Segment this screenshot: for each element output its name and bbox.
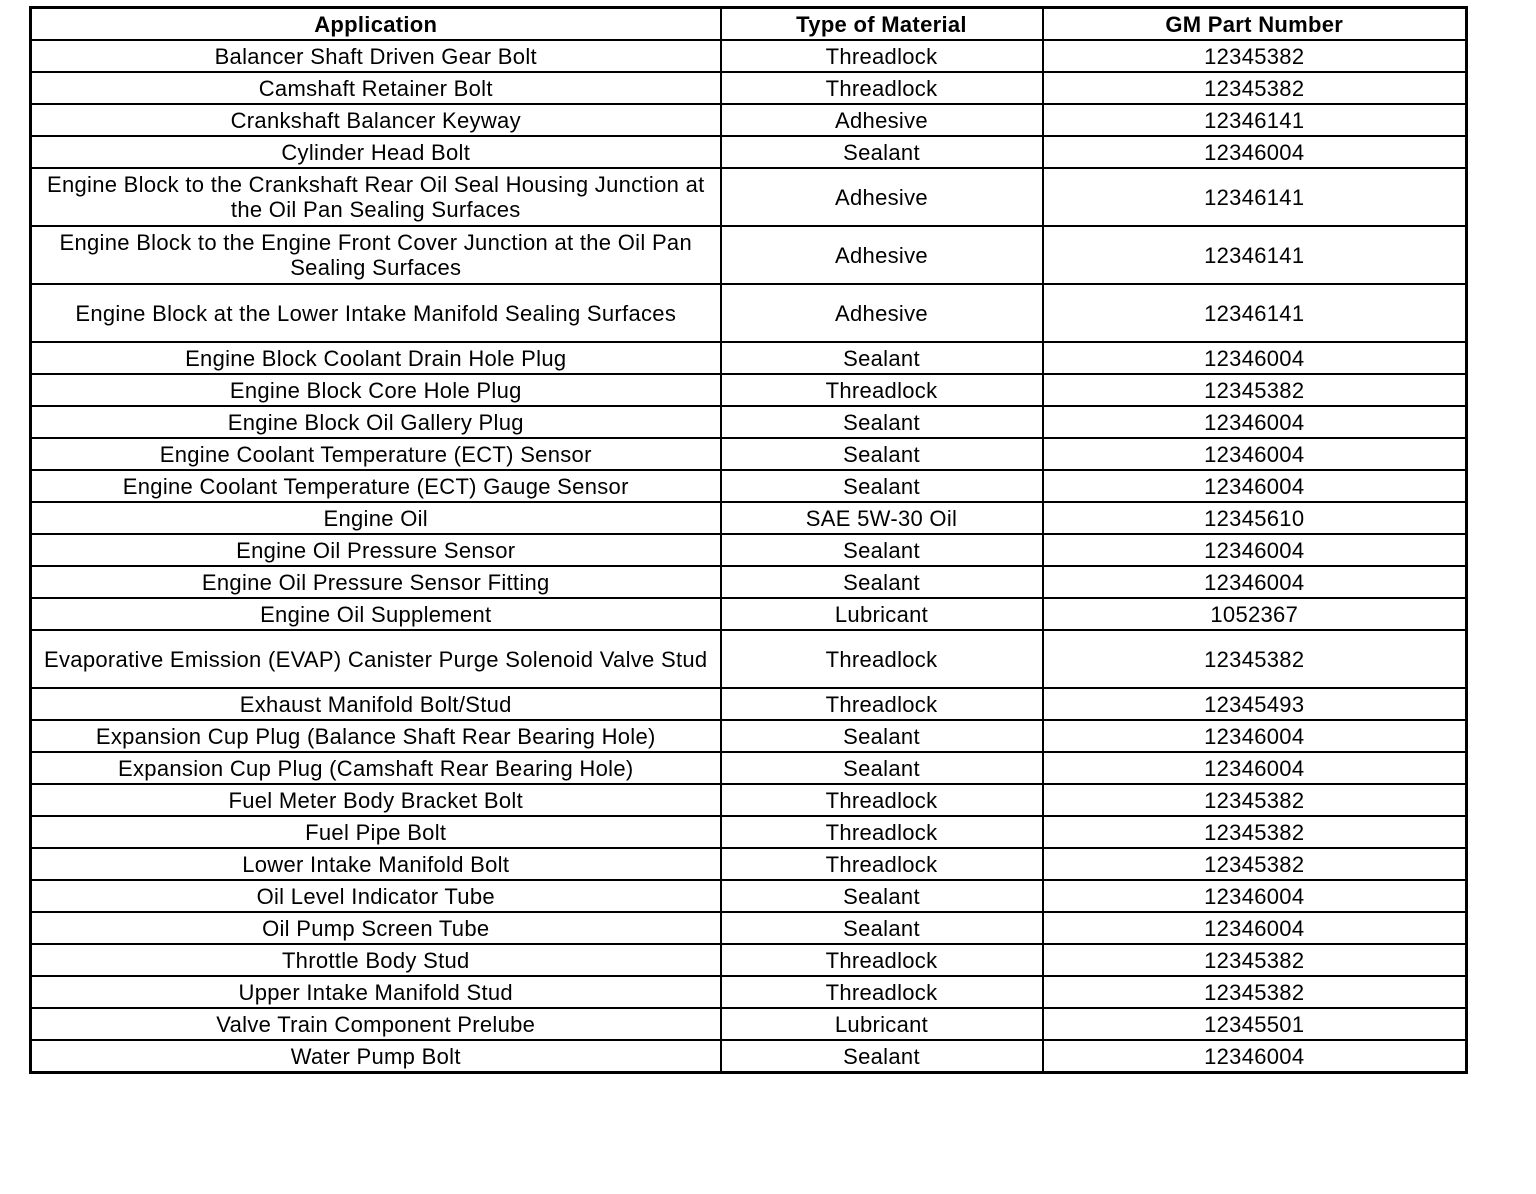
material-cell: Sealant — [721, 1040, 1043, 1073]
material-cell: Adhesive — [721, 104, 1043, 136]
application-cell: Camshaft Retainer Bolt — [31, 72, 721, 104]
material-cell: Adhesive — [721, 168, 1043, 226]
material-cell: Adhesive — [721, 284, 1043, 342]
part-number-cell: 12346004 — [1043, 566, 1467, 598]
part-number-cell: 12345382 — [1043, 374, 1467, 406]
application-cell: Expansion Cup Plug (Balance Shaft Rear Bearing Hole) — [31, 720, 721, 752]
application-cell: Upper Intake Manifold Stud — [31, 976, 721, 1008]
table-row — [31, 720, 1467, 752]
table-row — [31, 688, 1467, 720]
material-cell: Sealant — [721, 912, 1043, 944]
table-row — [31, 104, 1467, 136]
part-number-cell: 12345382 — [1043, 784, 1467, 816]
application-cell: Engine Coolant Temperature (ECT) Sensor — [31, 438, 721, 470]
part-number-cell: 12346004 — [1043, 406, 1467, 438]
table-row — [31, 72, 1467, 104]
material-cell: Threadlock — [721, 816, 1043, 848]
table-row — [31, 598, 1467, 630]
application-cell: Valve Train Component Prelube — [31, 1008, 721, 1040]
table-row — [31, 136, 1467, 168]
header-row — [31, 8, 1467, 41]
sealants-table — [29, 6, 1468, 1074]
part-number-cell: 12345382 — [1043, 40, 1467, 72]
application-cell: Engine Coolant Temperature (ECT) Gauge Sensor — [31, 470, 721, 502]
table-row — [31, 912, 1467, 944]
part-number-cell: 12346004 — [1043, 534, 1467, 566]
material-cell: Adhesive — [721, 226, 1043, 284]
material-cell: Threadlock — [721, 40, 1043, 72]
part-number-cell: 12346141 — [1043, 104, 1467, 136]
material-cell: Sealant — [721, 342, 1043, 374]
part-number-cell: 1052367 — [1043, 598, 1467, 630]
material-cell: Sealant — [721, 438, 1043, 470]
table-body — [31, 40, 1467, 1073]
material-cell: Threadlock — [721, 944, 1043, 976]
table-row — [31, 1008, 1467, 1040]
application-cell: Engine Oil Pressure Sensor — [31, 534, 721, 566]
application-cell: Oil Pump Screen Tube — [31, 912, 721, 944]
part-number-cell: 12346141 — [1043, 226, 1467, 284]
material-cell: Sealant — [721, 566, 1043, 598]
part-number-cell: 12346141 — [1043, 284, 1467, 342]
material-cell: Lubricant — [721, 598, 1043, 630]
table-row — [31, 40, 1467, 72]
part-number-cell: 12346004 — [1043, 880, 1467, 912]
part-number-cell: 12346004 — [1043, 136, 1467, 168]
part-number-cell: 12346004 — [1043, 912, 1467, 944]
table-row — [31, 470, 1467, 502]
application-cell: Engine Block Core Hole Plug — [31, 374, 721, 406]
application-cell: Evaporative Emission (EVAP) Canister Purge Solenoid Valve Stud — [31, 630, 721, 688]
sealants-table-sheet — [29, 6, 1465, 1074]
table-row — [31, 168, 1467, 226]
application-cell: Cylinder Head Bolt — [31, 136, 721, 168]
material-cell: Sealant — [721, 406, 1043, 438]
application-cell: Engine Block Coolant Drain Hole Plug — [31, 342, 721, 374]
table-row — [31, 226, 1467, 284]
material-cell: Lubricant — [721, 1008, 1043, 1040]
material-cell: Sealant — [721, 534, 1043, 566]
header-application: Application — [31, 8, 721, 41]
table-row — [31, 1040, 1467, 1073]
part-number-cell: 12346141 — [1043, 168, 1467, 226]
part-number-cell: 12346004 — [1043, 1040, 1467, 1073]
material-cell: Threadlock — [721, 784, 1043, 816]
table-row — [31, 406, 1467, 438]
material-cell: Threadlock — [721, 72, 1043, 104]
material-cell: Sealant — [721, 720, 1043, 752]
application-cell: Fuel Pipe Bolt — [31, 816, 721, 848]
application-cell: Engine Block to the Engine Front Cover Junction at the Oil Pan Sealing Surfaces — [31, 226, 721, 284]
application-cell: Crankshaft Balancer Keyway — [31, 104, 721, 136]
part-number-cell: 12345501 — [1043, 1008, 1467, 1040]
application-cell: Engine Oil — [31, 502, 721, 534]
application-cell: Balancer Shaft Driven Gear Bolt — [31, 40, 721, 72]
application-cell: Fuel Meter Body Bracket Bolt — [31, 784, 721, 816]
application-cell: Engine Block Oil Gallery Plug — [31, 406, 721, 438]
part-number-cell: 12345382 — [1043, 944, 1467, 976]
material-cell: SAE 5W-30 Oil — [721, 502, 1043, 534]
material-cell: Threadlock — [721, 374, 1043, 406]
application-cell: Lower Intake Manifold Bolt — [31, 848, 721, 880]
application-cell: Exhaust Manifold Bolt/Stud — [31, 688, 721, 720]
table-row — [31, 784, 1467, 816]
table-row — [31, 630, 1467, 688]
application-cell: Water Pump Bolt — [31, 1040, 721, 1073]
material-cell: Sealant — [721, 752, 1043, 784]
table-row — [31, 342, 1467, 374]
application-cell: Engine Oil Pressure Sensor Fitting — [31, 566, 721, 598]
table-row — [31, 976, 1467, 1008]
table-row — [31, 502, 1467, 534]
part-number-cell: 12345382 — [1043, 630, 1467, 688]
material-cell: Sealant — [721, 880, 1043, 912]
application-cell: Throttle Body Stud — [31, 944, 721, 976]
part-number-cell: 12346004 — [1043, 720, 1467, 752]
part-number-cell: 12346004 — [1043, 438, 1467, 470]
table-header — [31, 8, 1467, 41]
application-cell: Engine Oil Supplement — [31, 598, 721, 630]
table-row — [31, 374, 1467, 406]
material-cell: Sealant — [721, 136, 1043, 168]
part-number-cell: 12345610 — [1043, 502, 1467, 534]
table-row — [31, 944, 1467, 976]
table-row — [31, 566, 1467, 598]
part-number-cell: 12346004 — [1043, 752, 1467, 784]
application-cell: Engine Block to the Crankshaft Rear Oil Seal Housing Junction at the Oil Pan Sealing Surfaces — [31, 168, 721, 226]
application-cell: Engine Block at the Lower Intake Manifold Sealing Surfaces — [31, 284, 721, 342]
part-number-cell: 12346004 — [1043, 342, 1467, 374]
application-cell: Expansion Cup Plug (Camshaft Rear Bearing Hole) — [31, 752, 721, 784]
part-number-cell: 12345382 — [1043, 72, 1467, 104]
table-row — [31, 284, 1467, 342]
material-cell: Threadlock — [721, 630, 1043, 688]
header-gm-part-number: GM Part Number — [1043, 8, 1467, 41]
part-number-cell: 12345382 — [1043, 816, 1467, 848]
material-cell: Threadlock — [721, 688, 1043, 720]
application-cell: Oil Level Indicator Tube — [31, 880, 721, 912]
table-row — [31, 438, 1467, 470]
header-type-of-material: Type of Material — [721, 8, 1043, 41]
material-cell: Threadlock — [721, 848, 1043, 880]
table-row — [31, 848, 1467, 880]
material-cell: Sealant — [721, 470, 1043, 502]
material-cell: Threadlock — [721, 976, 1043, 1008]
part-number-cell: 12346004 — [1043, 470, 1467, 502]
part-number-cell: 12345382 — [1043, 848, 1467, 880]
table-row — [31, 752, 1467, 784]
part-number-cell: 12345382 — [1043, 976, 1467, 1008]
part-number-cell: 12345493 — [1043, 688, 1467, 720]
table-row — [31, 816, 1467, 848]
table-row — [31, 880, 1467, 912]
table-row — [31, 534, 1467, 566]
